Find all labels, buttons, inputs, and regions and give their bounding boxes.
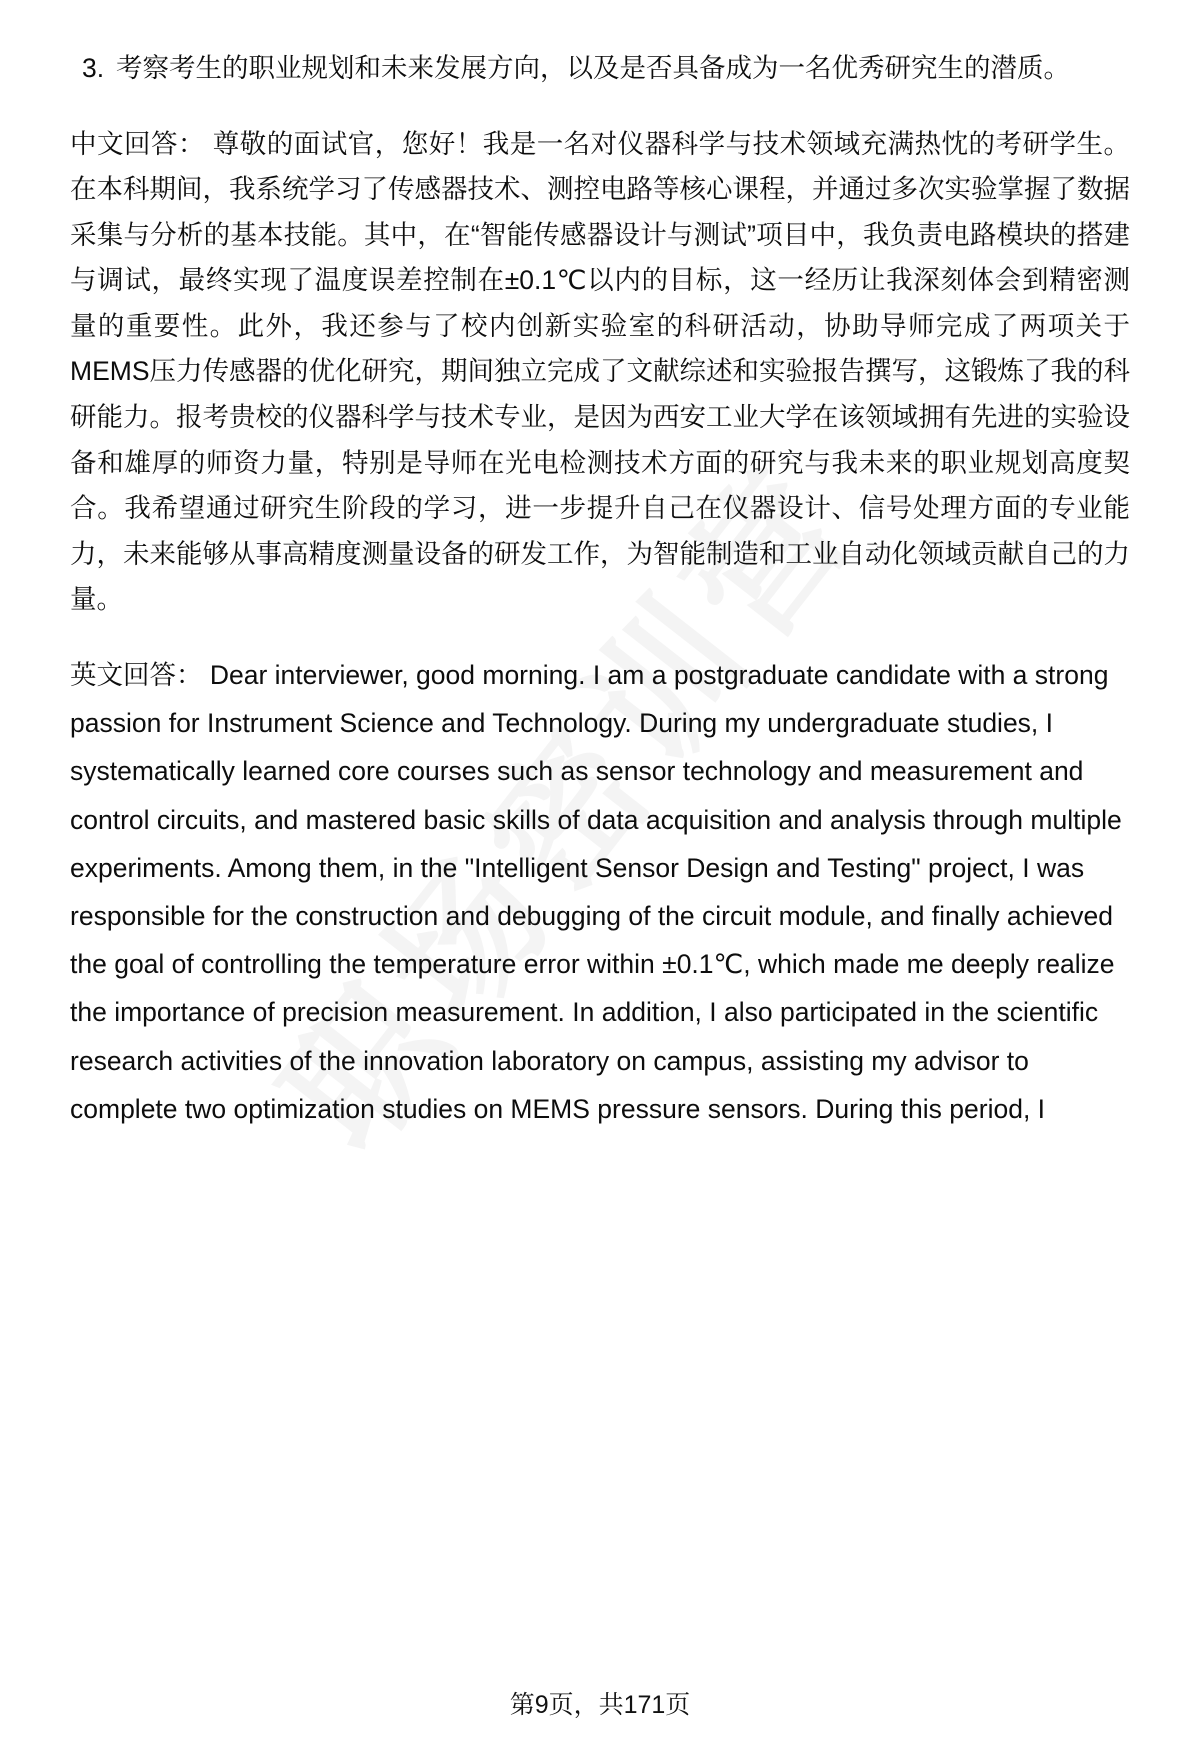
list-item-text: 考察考生的职业规划和未来发展方向，以及是否具备成为一名优秀研究生的潜质。 [116, 53, 1070, 83]
page-footer: 第9页，共171页 [509, 1691, 691, 1719]
english-answer-paragraph: 英文回答： Dear interviewer, good morning. I am a postgraduate candidate with a strong passion for Instrument Science and Technology. During my undergraduate studies, I systematically learned core courses such as sensor technology and measurement and control circuits, and mastered basic skills of data acquisition and analysis through multiple experiments. Among them, in the "Intelligent Sensor Design and Testing" project, I was responsible for the construction and debugging of the circuit module, and finally achieved the goal of controlling the temperature error within ±0.1℃, which made me deeply realize the importance of precision measurement. In addition, I also participated in the scientific research activities of the innovation laboratory on campus, assisting my advisor to complete two optimization studies on MEMS pressure sensors. During this period, I [70, 659, 1122, 1124]
document-body [70, 46, 1130, 1133]
list-item-number: 3. [82, 53, 105, 83]
list-item [70, 46, 1130, 92]
chinese-answer-paragraph: 中文回答： 尊敬的面试官，您好！我是一名对仪器科学与技术领域充满热忱的考研学生。在本科期间，我系统学习了传感器技术、测控电路等核心课程，并通过多次实验掌握了数据采集与分析的基本技能。其中，在“智能传感器设计与测试”项目中，我负责电路模块的搭建与调试，最终实现了温度误差控制在±0.1℃以内的目标，这一经历让我深刻体会到精密测量的重要性。此外，我还参与了校内创新实验室的科研活动，协助导师完成了两项关于MEMS压力传感器的优化研究，期间独立完成了文献综述和实验报告撰写，这锻炼了我的科研能力。报考贵校的仪器科学与技术专业，是因为西安工业大学在该领域拥有先进的实验设备和雄厚的师资力量，特别是导师在光电检测技术方面的研究与我未来的职业规划高度契合。我希望通过研究生阶段的学习，进一步提升自己在仪器设计、信号处理方面的专业能力，未来能够从事高精度测量设备的研发工作，为智能制造和工业自动化领域贡献自己的力量。 [70, 128, 1130, 615]
